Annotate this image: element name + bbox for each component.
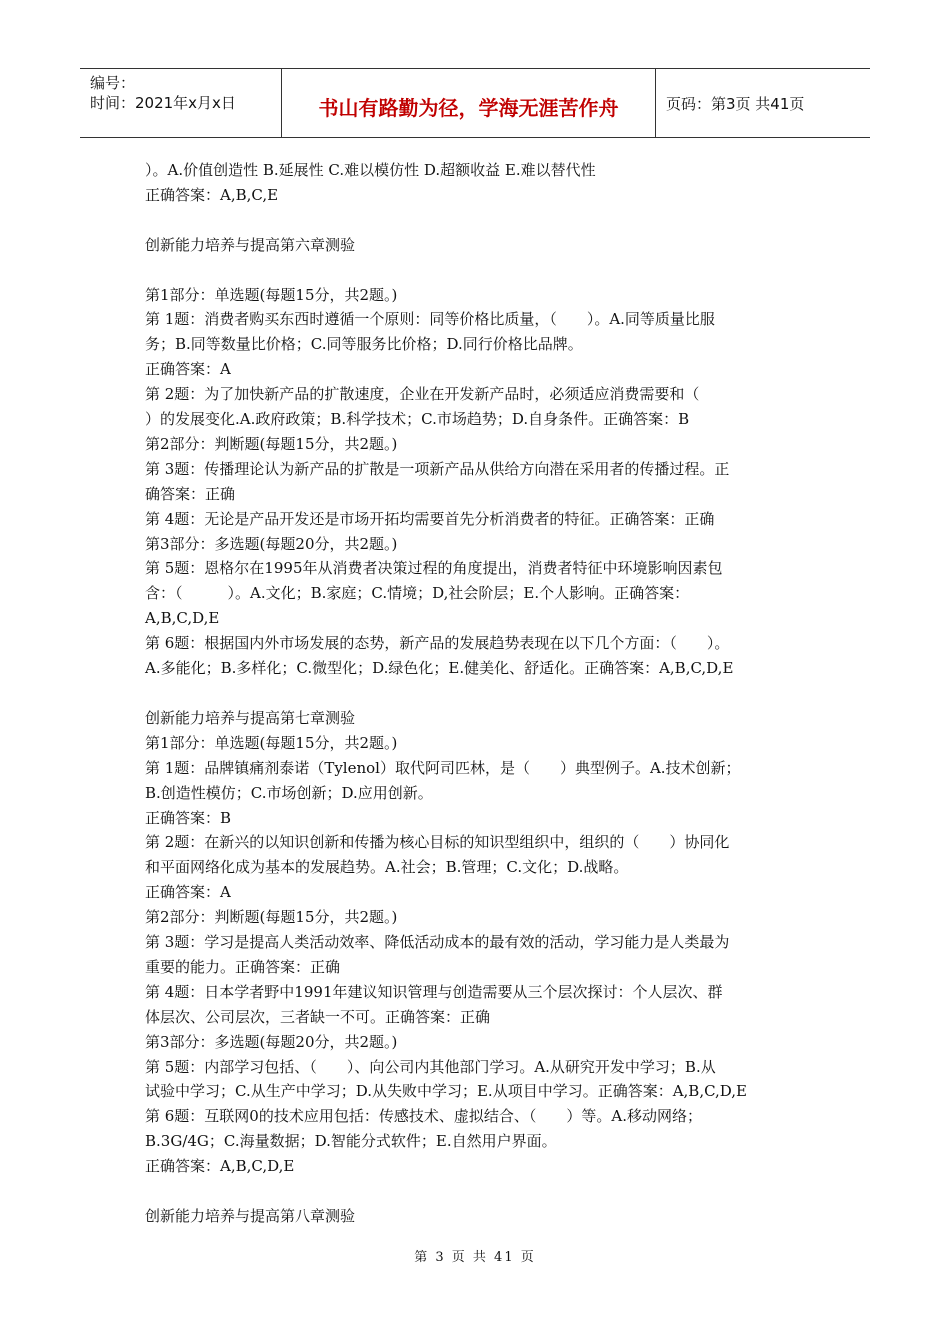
document-date: 时间：2021年x月x日 [90,94,236,112]
blank-line [145,258,815,283]
text-line: 第 1题：品牌镇痛剂泰诺（Tylenol）取代阿司匹林，是（ ）典型例子。A.技术创新； [145,758,741,777]
header-motto: 书山有路勤为径，学海无涯苦作舟 [282,69,656,137]
text-line: 体层次、公司层次，三者缺一不可。正确答案：正确 [145,1007,491,1026]
text-line: 正确答案：A [145,883,231,902]
text-line: 试验中学习；C.从生产中学习；D.从失败中学习；E.从项目中学习。正确答案：A,B,C,D,E [145,1082,748,1101]
text-line: 第 4题：无论是产品开发还是市场开拓均需要首先分析消费者的特征。正确答案：正确 [145,509,715,528]
text-line: ）。A.价值创造性 B.延展性 C.难以模仿性 D.超额收益 E.难以替代性 [145,161,596,179]
text-line: 含：（ ）。A.文化；B.家庭；C.情境；D,社会阶层；E.个人影响。正确答案： [145,584,690,603]
text-line: 创新能力培养与提高第八章测验 [145,1207,356,1225]
text-line: 第 3题：学习是提高人类活动效率、降低活动成本的最有效的活动，学习能力是人类最为 [145,933,730,952]
text-line: A.多能化；B.多样化；C.微型化；D.绿色化；E.健美化、舒适化。正确答案：A,B,C,D,E [145,659,734,678]
document-number-label: 编号： [90,74,136,92]
text-line: 第 4题：日本学者野中1991年建议知识管理与创造需要从三个层次探讨：个人层次、群 [145,982,723,1001]
text-line: B.3G/4G；C.海量数据；D.智能分式软件；E.自然用户界面。 [145,1132,557,1151]
header-page-info: 页码：第3页 共41页 [666,94,805,113]
text-line: 第 5题：内部学习包括、（ ）、向公司内其他部门学习。A.从研究开发中学习；B.从 [145,1057,716,1076]
text-line: 第 1题：消费者购买东西时遵循一个原则：同等价格比质量，（ ）。A.同等质量比服 [145,310,715,329]
text-line: 第 6题：根据国内外市场发展的态势，新产品的发展趋势表现在以下几个方面：（ ）。 [145,634,730,653]
text-line: 正确答案：A,B,C,D,E [145,1157,295,1176]
text-line: 和平面网络化成为基本的发展趋势。A.社会；B.管理；C.文化；D.战略。 [145,858,629,877]
text-line: 第1部分：单选题(每题15分，共2题。) [145,733,398,752]
text-line: 第3部分：多选题(每题20分，共2题。) [145,1032,398,1051]
text-line: 第 2题：在新兴的以知识创新和传播为核心目标的知识型组织中，组织的（ ）协同化 [145,833,730,852]
text-line: B.创造性模仿；C.市场创新；D.应用创新。 [145,783,433,802]
text-line: 第2部分：判断题(每题15分，共2题。) [145,434,398,453]
text-line: 第 2题：为了加快新产品的扩散速度，企业在开发新产品时，必须适应消费需要和（ [145,385,700,404]
header-meta [80,69,282,137]
page-header [80,68,870,138]
text-line: 第 3题：传播理论认为新产品的扩散是一项新产品从供给方向潜在采用者的传播过程。正 [145,459,730,478]
text-line: 务；B.同等数量比价格；C.同等服务比价格；D.同行价格比品牌。 [145,335,583,354]
text-line: 创新能力培养与提高第六章测验 [145,235,356,254]
text-line: 正确答案：A [145,360,231,379]
text-line: 第 6题：互联网0的技术应用包括：传感技术、虚拟结合、（ ）等。A.移动网络； [145,1107,702,1126]
text-line: 正确答案：B [145,808,232,827]
text-line: 确答案：正确 [145,484,236,503]
text-line: ）的发展变化.A.政府政策；B.科学技术；C.市场趋势；D.自身条件。正确答案：B [145,410,690,429]
document-body [145,158,815,1229]
text-line: 第 5题：恩格尔在1995年从消费者决策过程的角度提出，消费者特征中环境影响因素包 [145,559,723,578]
text-line: A,B,C,D,E [145,609,220,628]
text-line: 正确答案：A,B,C,E [145,185,279,204]
page-footer: 第 3 页 共 41 页 [414,1250,536,1265]
blank-line [145,208,815,233]
text-line: 第3部分：多选题(每题20分，共2题。) [145,534,398,553]
blank-line [145,681,815,706]
text-line: 第2部分：判断题(每题15分，共2题。) [145,908,398,927]
text-line: 重要的能力。正确答案：正确 [145,957,341,976]
blank-line [145,1179,815,1204]
text-line: 第1部分：单选题(每题15分，共2题。) [145,285,398,304]
text-line: 创新能力培养与提高第七章测验 [145,708,356,727]
